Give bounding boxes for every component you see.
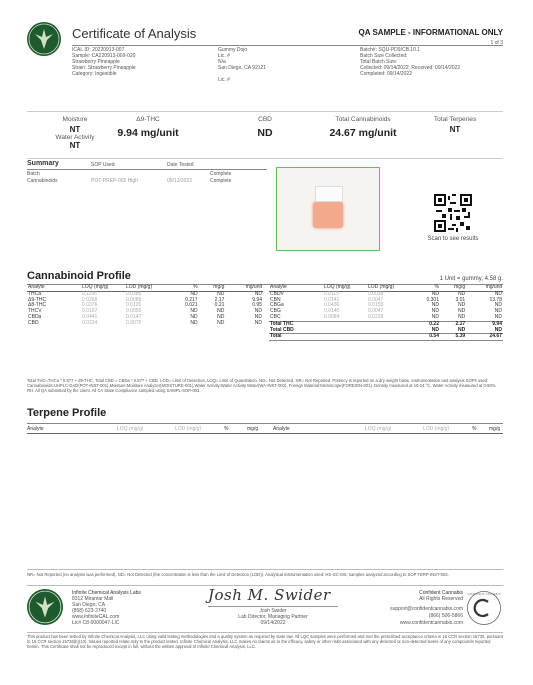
signature: Josh M. Swider [208, 586, 331, 604]
table-row: THCV 0.0167 0.0056 ND ND ND [28, 308, 262, 315]
table-row: Δ9-THC 0.0268 0.0089 0.217 2.17 9.94 [28, 296, 262, 303]
leaf-icon [27, 589, 63, 625]
thc-card: Δ9-THC 9.94 mg/unit [117, 116, 179, 139]
qa-banner: QA SAMPLE - INFORMATIONAL ONLY [358, 28, 503, 37]
cannabinoid-title: Cannabinoid Profile [27, 270, 131, 282]
table-row: CBG 0.0140 0.0047 ND ND ND [270, 308, 502, 315]
total-row: Total CBD ND ND ND [270, 326, 502, 333]
total-row: Total 0.54 5.39 24.67 [270, 333, 502, 340]
lab-logo [27, 22, 61, 56]
page-title: Certificate of Analysis [72, 26, 197, 41]
confident-cannabis-logo: CONFIDENT CANNABIS [466, 590, 502, 626]
terpene-footnote: NR= Not Reported (no analysis was performed), ND= Not Detected (the concentration is less than the Limit of Detection (LOD)). Analytical instrumentation used: HS-GC-MS; samples analyzed according to SOP TERP-INST-003. [27, 572, 449, 577]
confident-info: Confident Cannabis All Rights Reserved support@confidentcannabis.com (866) 506-5866 www.confidentcannabis.com [390, 590, 463, 626]
table-row: CBC 0.0684 0.0228 ND ND ND [270, 313, 502, 320]
disclaimer: This product has been tested by Infinite Chemical Analysis, LLC using valid testing methodologies and a quality system as required by state law. All LQC samples were performed and met the prescribed acceptance criteria in 16 CCR section 15730, pursuant to 16 CCR section 15726(b)(13). Values reported relate only to the product tested. Infinite Chemical Analysis, LLC makes no claims as to the efficacy, safety or other risks associated with any detected or non-detected levels of any compounds reported herein. This Certificate shall not be reproduced except in full, without the written approval of Infinite Chemical Analysis, LLC. [27, 634, 503, 649]
moisture-card: Moisture NT Water Activity NT [55, 116, 95, 150]
qr-code[interactable] [434, 194, 472, 232]
table-row: CBDa 0.0441 0.0147 ND ND ND [28, 313, 262, 320]
table-row: CBDV 0.0115 0.0038 ND ND ND [270, 290, 502, 297]
table-row: CBGa 0.0436 0.0159 ND ND ND [270, 302, 502, 309]
client-info: Gummy Dojo Lic. # N/a San Diego, CA 92121 Lic. # [218, 47, 267, 83]
table-row: CBD 0.0224 0.0075 ND ND ND [28, 319, 262, 326]
page-number: 1 of 3 [490, 40, 503, 46]
cannabinoid-footnote: Total THC=THCa * 0.877 + d9-THC; Total CBD = CBDa * 0.877 + CBD. LOD= Limit of Detection, LOQ= Limit of Quantitation, ND= Not Detected, NR= Not Reported. Potency is reported on a dry weight basis. Instrumentation and analysis SOPs used: Cannabinoids:UHPLC-DAD(POT-INST-001),Moisture:Moisture Analyzer(MOISTURE-001),Water Activity:Water Activity Meter(WA-INST-002), Foreign Material:Microscope(FOREIGN-001). Density measured at 19-24 °C, Water Activity measured at 0-90% RH. All QA submitted by the client. All CA State Compliance sampled using SAMPL-SOP-001. [27, 378, 496, 393]
summary-row-cannabinoids: Cannabinoids POT-PREP-002 High 09/13/2022 Complete [27, 178, 232, 184]
unit-note: 1 Unit = gummy, 4.58 g. [439, 276, 503, 282]
summary-row-batch: Batch Complete [27, 171, 232, 177]
signer-block: Josh Swider Lab Director, Managing Partner 09/14/2022 [238, 608, 308, 626]
sample-photo [276, 167, 380, 251]
summary-title: Summary [27, 160, 59, 167]
total-row: Total THC 0.22 2.17 9.94 [270, 320, 502, 327]
lab-footer-logo [27, 589, 63, 625]
terpenes-card: Total Terpenes NT [433, 116, 477, 134]
leaf-icon [27, 22, 61, 56]
table-row: Δ8-THC 0.0376 0.0125 0.021 0.21 0.95 [28, 302, 262, 309]
table-row: CBN 0.0141 0.0047 0.301 3.01 13.78 [270, 296, 502, 303]
batch-info: Batch#: SQU-PD9/CB.10.1 Batch Size Collected: Total Batch Size: Collected: 09/14/2022; Received: 09/14/2022 Completed: 09/14/2022 [360, 47, 461, 77]
lab-address: Infinite Chemical Analysis Labs 8312 Miramar Mall San Diego, CA (858) 623-2740 www.InfiniteCAL.com Lic# C8-0000047-LIC [72, 590, 141, 626]
terpene-header: Analyte LOQ (mg/g) LOD (mg/g) % mg/g Analyte LOQ (mg/g) LOD (mg/g) % mg/g [27, 426, 503, 434]
cannabinoid-table-left: Analyte LOQ (mg/g) LOD (mg/g) % mg/g mg/unit THCa 0.1156 0.0385 ND ND ND Δ9-THC 0.0268 0.0089 0.217 2.17 9.94 Δ8-THC 0.0376 0.0125 0.021 0.21 0.95 THCV 0.0167 0.0056 ND ND ND CBDa 0.0441 0.0147 ND ND ND CBD 0.0224 0.0075 ND ND ND [28, 284, 262, 326]
total-cannabinoids-card: Total Cannabinoids 24.67 mg/unit [329, 116, 397, 139]
summary-table: Summary SOP Used Date Tested Batch Complete Cannabinoids POT-PREP-002 High 09/13/2022 Complete [27, 160, 267, 184]
qr-caption: Scan to see results [427, 236, 479, 242]
sample-info: ICAL ID: 20220913-007 Sample: CA220913-009-020 Strawberry Pineapple Strain: Strawberry Pineapple Category: Ingestible [72, 47, 136, 77]
terpene-title: Terpene Profile [27, 407, 107, 419]
cbd-card: CBD ND [257, 116, 273, 139]
cannabinoid-table-right: Analyte LOQ (mg/g) LOD (mg/g) % mg/g mg/unit CBDV 0.0115 0.0038 ND ND ND CBN 0.0141 0.0047 0.301 3.01 13.78 CBGa 0.0436 0.0159 ND ND ND CBG 0.0140 0.0047 ND ND ND CBC 0.0684 0.0228 ND ND ND Total THC 0.22 2.17 9.94 Total CBD ND ND ND Total 0.54 5.39 24.67 [270, 284, 502, 340]
table-row: THCa 0.1156 0.0385 ND ND ND [28, 290, 262, 297]
gummy-image [313, 202, 343, 228]
